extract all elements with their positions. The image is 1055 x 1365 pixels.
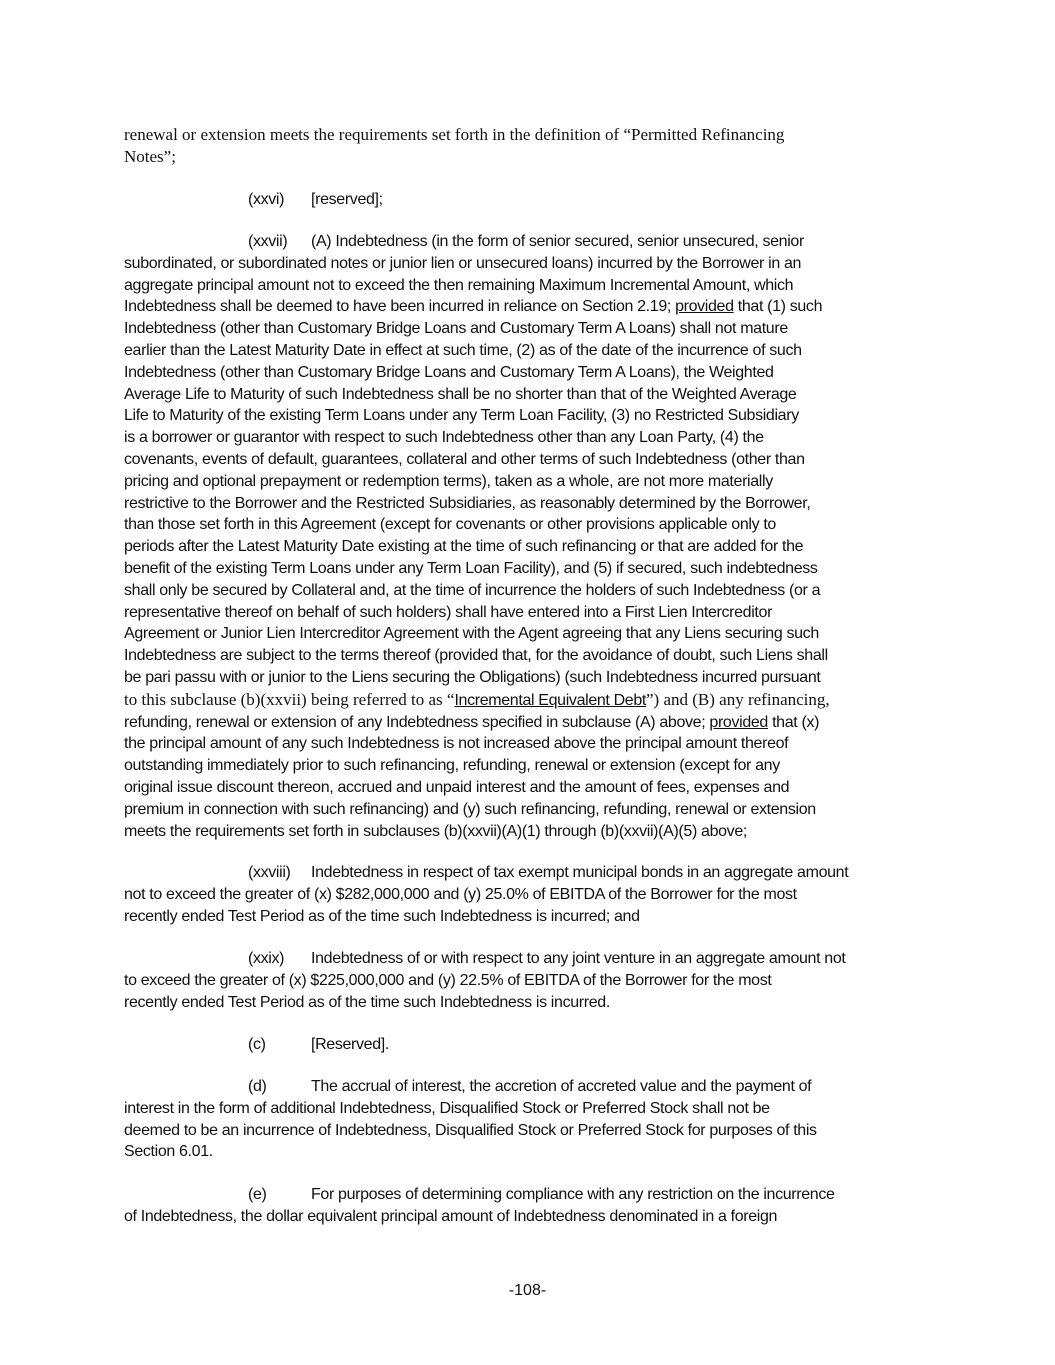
defined-term: Incremental Equivalent Debt (454, 691, 647, 709)
text-line: renewal or extension meets the requirements set forth in the definition of “Permitted Refinancing (124, 125, 785, 144)
clause-label: (d) (248, 1078, 267, 1095)
clause-xxvii (124, 231, 924, 842)
text-line: not to exceed the greater of (x) $282,000,000 and (y) 25.0% of EBITDA of the Borrower for the most (124, 885, 797, 903)
text-line: than those set forth in this Agreement (except for covenants or other provisions applicable only to (124, 516, 776, 534)
text-line: shall only be secured by Collateral and, at the time of incurrence the holders of such Indebtedness (or a (124, 581, 821, 599)
text-line: of Indebtedness, the dollar equivalent principal amount of Indebtedness denominated in a foreign (124, 1207, 778, 1225)
clause-label: (xxvii) (248, 233, 288, 250)
text-line: interest in the form of additional Indebtedness, Disqualified Stock or Preferred Stock shall not be (124, 1099, 770, 1117)
text-line: Agreement or Junior Lien Intercreditor Agreement with the Agent agreeing that any Liens securing such (124, 625, 819, 643)
clause-label: (xxviii) (248, 864, 291, 881)
text-line: Life to Maturity of the existing Term Loans under any Term Loan Facility, (3) no Restricted Subsidiary (124, 407, 799, 425)
text-line: that (x) (767, 713, 820, 731)
page-number: -108- (508, 1282, 547, 1299)
clause-text: (A) Indebtedness (in the form of senior secured, senior unsecured, senior (311, 233, 804, 250)
clause-label: (xxvi) (248, 191, 285, 208)
text-line: be pari passu with or junior to the Liens securing the Obligations) (such Indebtedness incurred pursuant (124, 668, 821, 686)
clause-label: (e) (248, 1186, 267, 1203)
text-line: periods after the Latest Maturity Date existing at the time of such refinancing or that are added for the (124, 538, 804, 556)
text-line: Average Life to Maturity of such Indebtedness shall be no shorter than that of the Weighted Average (124, 385, 797, 403)
clause-c (124, 1034, 924, 1056)
provided-term: provided (675, 298, 734, 316)
text-line: subordinated, or subordinated notes or junior lien or unsecured loans) incurred by the Borrower in an (124, 254, 802, 272)
text-line: restrictive to the Borrower and the Restricted Subsidiaries, as reasonably determined by the Borrower, (124, 494, 811, 512)
text-line: outstanding immediately prior to such refinancing, refunding, renewal or extension (except for any (124, 757, 780, 775)
text-line: Indebtedness shall be deemed to have been incurred in reliance on Section 2.19; (124, 298, 676, 316)
text-line: representative thereof on behalf of such holders) shall have entered into a First Lien Intercreditor (124, 603, 773, 621)
clause-label: (c) (248, 1036, 266, 1053)
clause-text: [reserved]; (311, 191, 383, 208)
text-line: meets the requirements set forth in subclauses (b)(xxvii)(A)(1) through (b)(xxvii)(A)(5) above; (124, 822, 747, 840)
text-line: premium in connection with such refinancing) and (y) such refinancing, refunding, renewal or extension (124, 800, 816, 818)
text-line: to this subclause (b)(xxvii) being referred to as “ (124, 689, 455, 709)
text-line: original issue discount thereon, accrued and unpaid interest and the amount of fees, expenses and (124, 778, 790, 796)
clause-xxix (124, 948, 924, 1013)
text-line: pricing and optional prepayment or redemption terms), taken as a whole, are not more materially (124, 472, 773, 490)
clause-text: For purposes of determining compliance with any restriction on the incurrence (311, 1186, 835, 1203)
clause-text: [Reserved]. (311, 1036, 389, 1053)
text-line: Indebtedness are subject to the terms thereof (provided that, for the avoidance of doubt, such Liens shall (124, 647, 828, 665)
clause-text: The accrual of interest, the accretion of accreted value and the payment of (311, 1078, 812, 1095)
provided-term: provided (709, 713, 768, 731)
text-line: the principal amount of any such Indebtedness is not increased above the principal amount thereof (124, 735, 789, 753)
text-line: recently ended Test Period as of the time such Indebtedness is incurred; and (124, 907, 640, 925)
text-line: recently ended Test Period as of the time such Indebtedness is incurred. (124, 993, 610, 1011)
text-line: aggregate principal amount not to exceed the then remaining Maximum Incremental Amount, which (124, 276, 794, 294)
text-line: Notes”; (124, 146, 176, 166)
clause-xxviii (124, 862, 924, 927)
text-line: earlier than the Latest Maturity Date in effect at such time, (2) as of the date of the incurrence of such (124, 341, 802, 359)
paragraph-intro (124, 124, 924, 168)
text-line: is a borrower or guarantor with respect to such Indebtedness other than any Loan Party, (4) the (124, 429, 764, 447)
text-line: to exceed the greater of (x) $225,000,000 and (y) 22.5% of EBITDA of the Borrower for the most (124, 971, 772, 989)
clause-text: Indebtedness in respect of tax exempt municipal bonds in an aggregate amount (311, 864, 849, 881)
text-line: benefit of the existing Term Loans under any Term Loan Facility), and (5) if secured, such indebtedness (124, 559, 818, 577)
clause-label: (xxix) (248, 950, 285, 967)
clause-d (124, 1076, 924, 1163)
clause-e (124, 1184, 924, 1228)
text-line: refunding, renewal or extension of any Indebtedness specified in subclause (A) above; (124, 713, 710, 731)
text-line: covenants, events of default, guarantees, collateral and other terms of such Indebtedness (other than (124, 450, 805, 468)
text-line: Indebtedness (other than Customary Bridge Loans and Customary Term A Loans) shall not mature (124, 320, 788, 338)
text-line: Indebtedness (other than Customary Bridge Loans and Customary Term A Loans), the Weighted (124, 363, 774, 381)
text-line: ”) and (B) any refinancing, (646, 689, 830, 709)
clause-text: Indebtedness of or with respect to any joint venture in an aggregate amount not (311, 950, 846, 967)
text-line: that (1) such (733, 298, 823, 316)
text-line: deemed to be an incurrence of Indebtedness, Disqualified Stock or Preferred Stock for purposes of this (124, 1121, 817, 1139)
clause-xxvi (124, 189, 924, 211)
text-line: Section 6.01. (124, 1143, 213, 1161)
